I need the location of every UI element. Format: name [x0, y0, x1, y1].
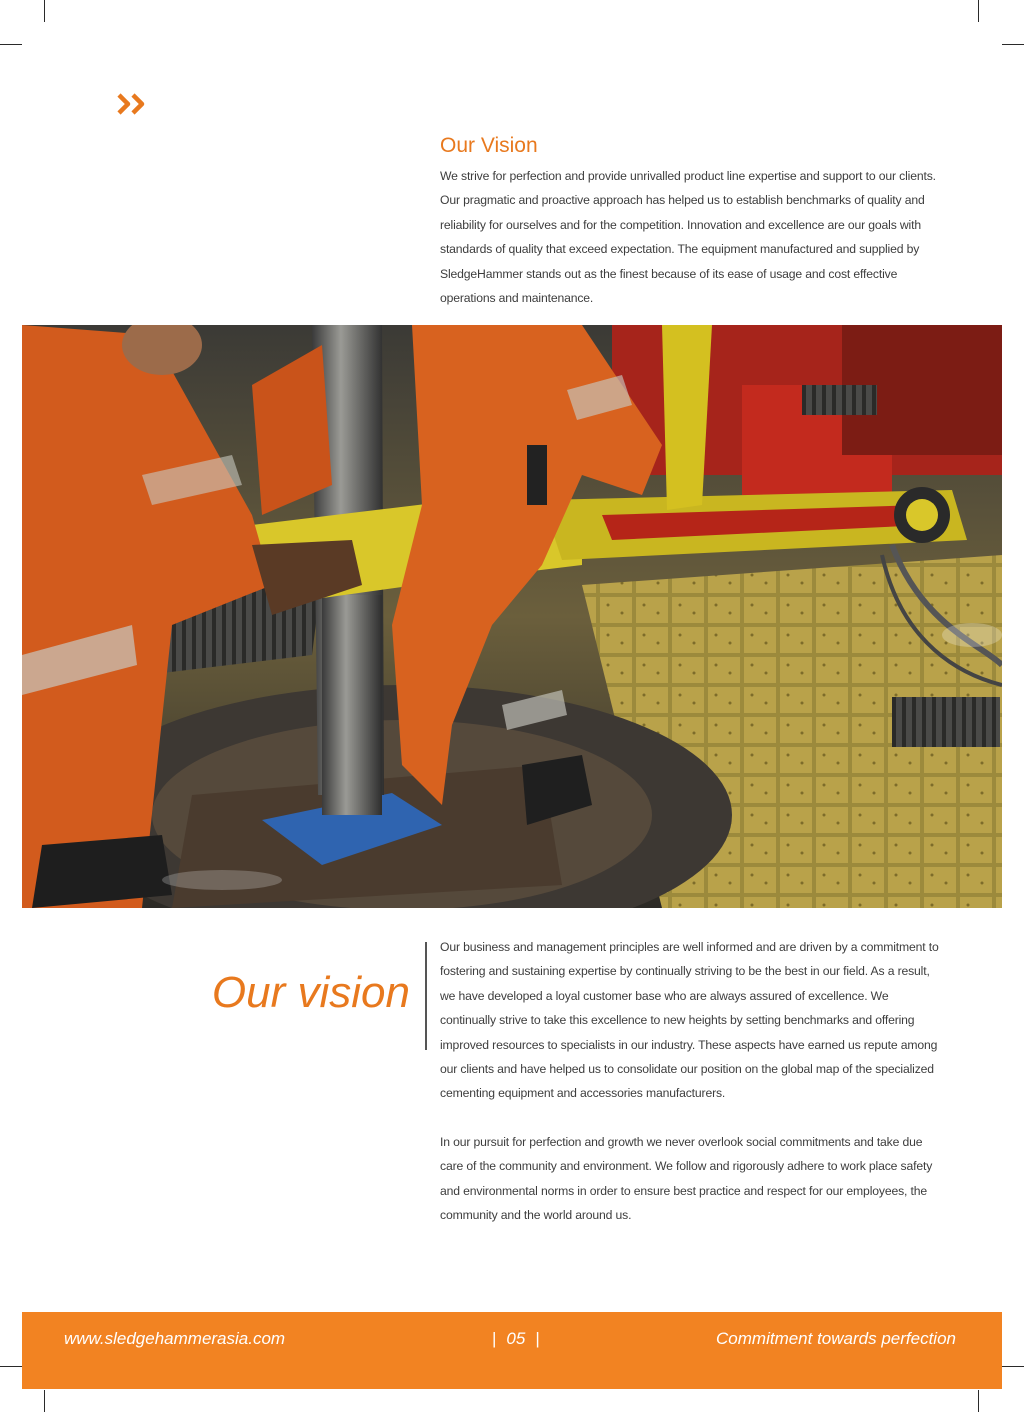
vision-paragraph: Our business and management principles are well informed and are driven by a commitment to fostering and sustaining expertise by continually striving to be the best in our field. As a result, we have developed a loyal customer base who are always assured of excellence. We continually strive to take this excellence to new heights by setting benchmarks and offering improved resources to specialists in our industry. These aspects have earned us repute among our clients and have helped us to consolidate our position on the global map of the specialized cementing equipment and accessories manufacturers. [440, 940, 939, 1101]
drilling-rig-photo [22, 325, 1002, 908]
page-number-value: 05 [506, 1329, 526, 1348]
page-footer [22, 1312, 1002, 1389]
footer-tagline: Commitment towards perfection [716, 1329, 956, 1348]
crop-mark [978, 1390, 979, 1412]
crop-mark [1002, 1366, 1024, 1367]
vision-intro [440, 134, 940, 310]
separator: | [492, 1329, 497, 1348]
double-chevron-icon [117, 92, 149, 121]
crop-mark [0, 44, 22, 45]
crop-mark [44, 1390, 45, 1412]
page-number [482, 1329, 550, 1349]
vision-heading: Our Vision [440, 134, 538, 157]
vision-detail [440, 935, 940, 1227]
vision-intro-text: We strive for perfection and provide unrivalled product line expertise and support to our clients. Our pragmatic and proactive approach has helped us to establish benchmarks of quality and reliability for ourselves and for the competition. Innovation and excellence are our goals with standards of quality that exceed expectation. The equipment manufactured and supplied by SledgeHammer stands out as the finest because of its ease of usage and cost effective operations and maintenance. [440, 169, 936, 306]
vision-title: Our vision [211, 968, 410, 1017]
crop-mark [44, 0, 45, 22]
website-link[interactable]: www.sledgehammerasia.com [64, 1329, 286, 1348]
separator: | [535, 1329, 540, 1348]
vision-paragraph: In our pursuit for perfection and growth we never overlook social commitments and take due care of the community and environment. We follow and rigorously adhere to work place safety and environmental norms in order to ensure best practice and respect for our employees, the community and the world around us. [440, 1134, 933, 1223]
crop-mark [0, 1366, 22, 1367]
vertical-divider [425, 942, 427, 1050]
crop-mark [978, 0, 979, 22]
crop-mark [1002, 44, 1024, 45]
